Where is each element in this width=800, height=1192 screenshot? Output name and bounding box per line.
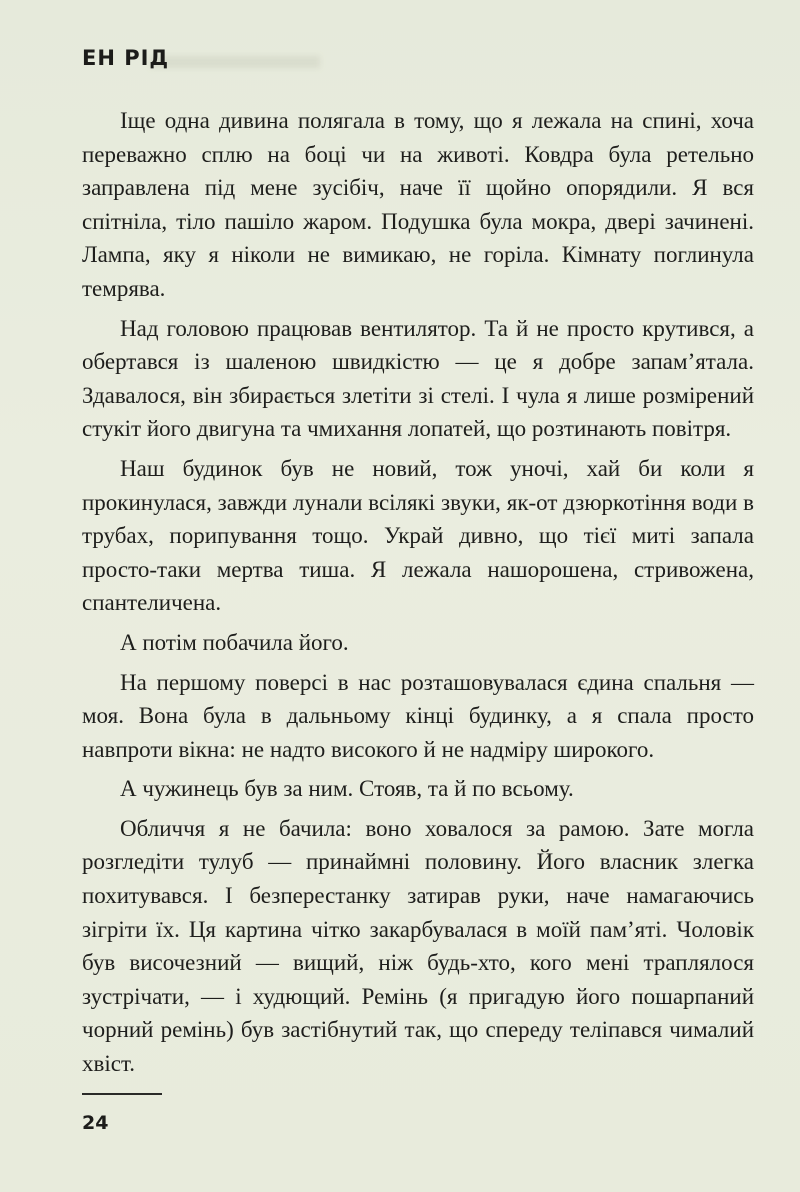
- paragraph-6: А чужинець був за ним. Стояв, та й по всьому.: [120, 776, 574, 802]
- page-number: 24: [82, 1112, 109, 1134]
- body-text: [82, 104, 754, 1081]
- paragraph-2: Над головою працював вентилятор. Та й не просто крутився, а обертався із шаленою швидкістю — це я добре запам’ятала. Здавалося, він збирається злетіти зі стелі. І чула я лише розмірений стукіт його двигуна та чмихання лопатей, що розтинають повітря.: [82, 315, 754, 442]
- paragraph-5: На першому поверсі в нас розташовувалася єдина спальня — моя. Вона була в дальньому кінці будинку, а я спала просто навпроти вікна: не надто високого й не надміру широкого.: [82, 669, 754, 762]
- print-shadow: [150, 56, 320, 68]
- paragraph-4: А потім побачила його.: [120, 629, 349, 655]
- paragraph-1: Іще одна дивина полягала в тому, що я лежала на спині, хоча переважно сплю на боці чи на животі. Ковдра була ретельно заправлена під мене зусібіч, наче її щойно опорядили. Я вся спітніла, тіло пашіло жаром. Подушка була мокра, двері зачинені. Лампа, яку я ніколи не вимикаю, не горіла. Кімнату поглинула темрява.: [82, 108, 754, 301]
- paragraph-7: Обличчя я не бачила: воно ховалося за рамою. Зате могла розгледіти тулуб — принаймні половину. Його власник злегка похитувався. І безперестанку затирав руки, наче намагаючись зігріти їх. Ця картина чітко закарбувалася в моїй пам’яті. Чоловік був височезний — вищий, ніж будь-хто, кого мені траплялося зустрічати, — і худющий. Ремінь (я пригадую його пошарпаний чорний ремінь) був застібнутий так, що спереду теліпався чималий хвіст.: [82, 815, 754, 1077]
- running-head: ЕН РІД: [82, 46, 170, 70]
- paragraph-3: Наш будинок був не новий, тож уночі, хай би коли я прокинулася, завжди лунали всілякі звуки, як-от дзюркотіння води в трубах, порипування тощо. Украй дивно, що тієї миті запала просто-таки мертва тиша. Я лежала нашорошена, стривожена, спантеличена.: [82, 455, 754, 616]
- footnote-rule: [82, 1093, 162, 1095]
